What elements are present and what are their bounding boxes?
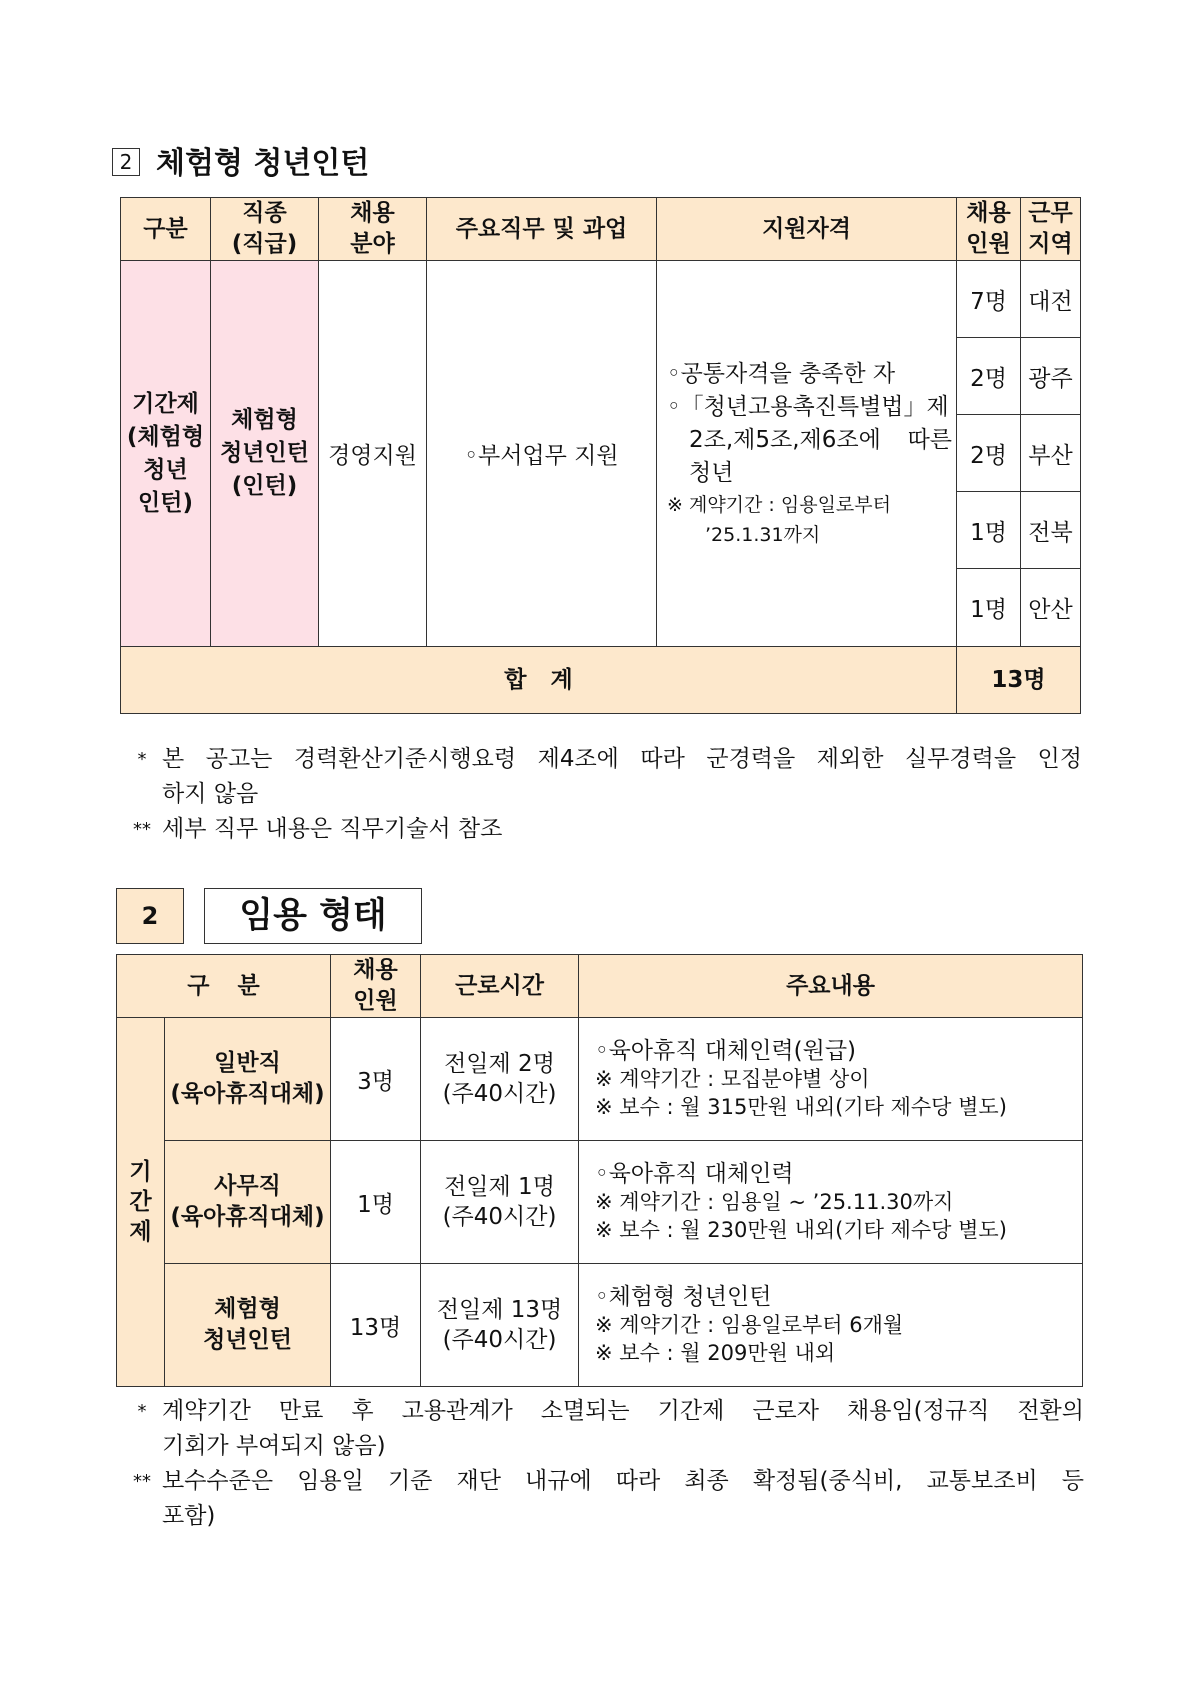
- header-hours: 근로시간: [421, 955, 579, 1018]
- note-item: ** 보수수준은 임용일 기준 재단 내규에 따라 최종 확정됨(중식비, 교통보조비 등 포함): [133, 1468, 1084, 1529]
- header-hires: 채용 인원: [331, 955, 421, 1018]
- header-field: 채용 분야: [319, 198, 427, 261]
- note-item: * 계약기간 만료 후 고용관계가 소멸되는 기간제 근로자 채용임(정규직 전환의 기회가 부여되지 않음): [137, 1398, 1084, 1459]
- total-value: 13명: [957, 647, 1081, 714]
- employment-type: 사무직 (육아휴직대체): [165, 1141, 331, 1264]
- header-job: 직종 (직급): [211, 198, 319, 261]
- recruitment-table: [120, 197, 1081, 714]
- main-content: ◦육아휴직 대체인력 ※ 계약기간 : 임용일 ~ ’25.11.30까지 ※ 보수 : 월 230만원 내외(기타 제수당 별도): [579, 1141, 1083, 1264]
- group-label: 기 간 제: [117, 1018, 165, 1387]
- employment-type: 일반직 (육아휴직대체): [165, 1018, 331, 1141]
- header-qualification: 지원자격: [657, 198, 957, 261]
- section2-title: 임용 형태: [204, 888, 422, 944]
- section1-notes: [122, 742, 1082, 847]
- job-cell: 체험형 청년인턴 (인턴): [211, 261, 319, 647]
- header-hires: 채용 인원: [957, 198, 1021, 261]
- section1-heading: [112, 138, 369, 182]
- region-name: 부산: [1021, 415, 1081, 492]
- header-category: 구분: [121, 198, 211, 261]
- region-name: 안산: [1021, 569, 1081, 647]
- section2-notes: [122, 1394, 1084, 1534]
- header-category: 구 분: [117, 955, 331, 1018]
- employment-type: 체험형 청년인턴: [165, 1264, 331, 1387]
- category-cell: 기간제 (체험형 청년 인턴): [121, 261, 211, 647]
- main-content: ◦육아휴직 대체인력(원급) ※ 계약기간 : 모집분야별 상이 ※ 보수 : 월 315만원 내외(기타 제수당 별도): [579, 1018, 1083, 1141]
- region-name: 광주: [1021, 338, 1081, 415]
- region-count: 1명: [957, 569, 1021, 647]
- section1-title: 체험형 청년인턴: [156, 146, 370, 181]
- work-hours: 전일제 13명 (주40시간): [421, 1264, 579, 1387]
- region-count: 7명: [957, 261, 1021, 338]
- total-label: 합 계: [121, 647, 957, 714]
- main-content: ◦체험형 청년인턴 ※ 계약기간 : 임용일로부터 6개월 ※ 보수 : 월 209만원 내외: [579, 1264, 1083, 1387]
- section2-number: 2: [116, 888, 184, 944]
- qualification-cell: ◦공통자격을 충족한 자 ◦「청년고용촉진특별법」제 2조,제5조,제6조에 따른 청년 ※ 계약기간 : 임용일로부터 ’25.1.31까지: [657, 261, 957, 647]
- region-name: 전북: [1021, 492, 1081, 569]
- region-count: 2명: [957, 415, 1021, 492]
- header-region: 근무 지역: [1021, 198, 1081, 261]
- hires-count: 13명: [331, 1264, 421, 1387]
- region-name: 대전: [1021, 261, 1081, 338]
- region-count: 2명: [957, 338, 1021, 415]
- header-content: 주요내용: [579, 955, 1083, 1018]
- work-hours: 전일제 2명 (주40시간): [421, 1018, 579, 1141]
- note-item: ** 세부 직무 내용은 직무기술서 참조: [133, 816, 503, 842]
- region-count: 1명: [957, 492, 1021, 569]
- field-cell: 경영지원: [319, 261, 427, 647]
- hires-count: 1명: [331, 1141, 421, 1264]
- employment-table: [116, 954, 1083, 1387]
- header-duties: 주요직무 및 과업: [427, 198, 657, 261]
- work-hours: 전일제 1명 (주40시간): [421, 1141, 579, 1264]
- section-number-box: 2: [112, 148, 140, 176]
- note-item: * 본 공고는 경력환산기준시행요령 제4조에 따라 군경력을 제외한 실무경력을 인정 하지 않음: [137, 746, 1082, 807]
- hires-count: 3명: [331, 1018, 421, 1141]
- duties-cell: ◦부서업무 지원: [427, 261, 657, 647]
